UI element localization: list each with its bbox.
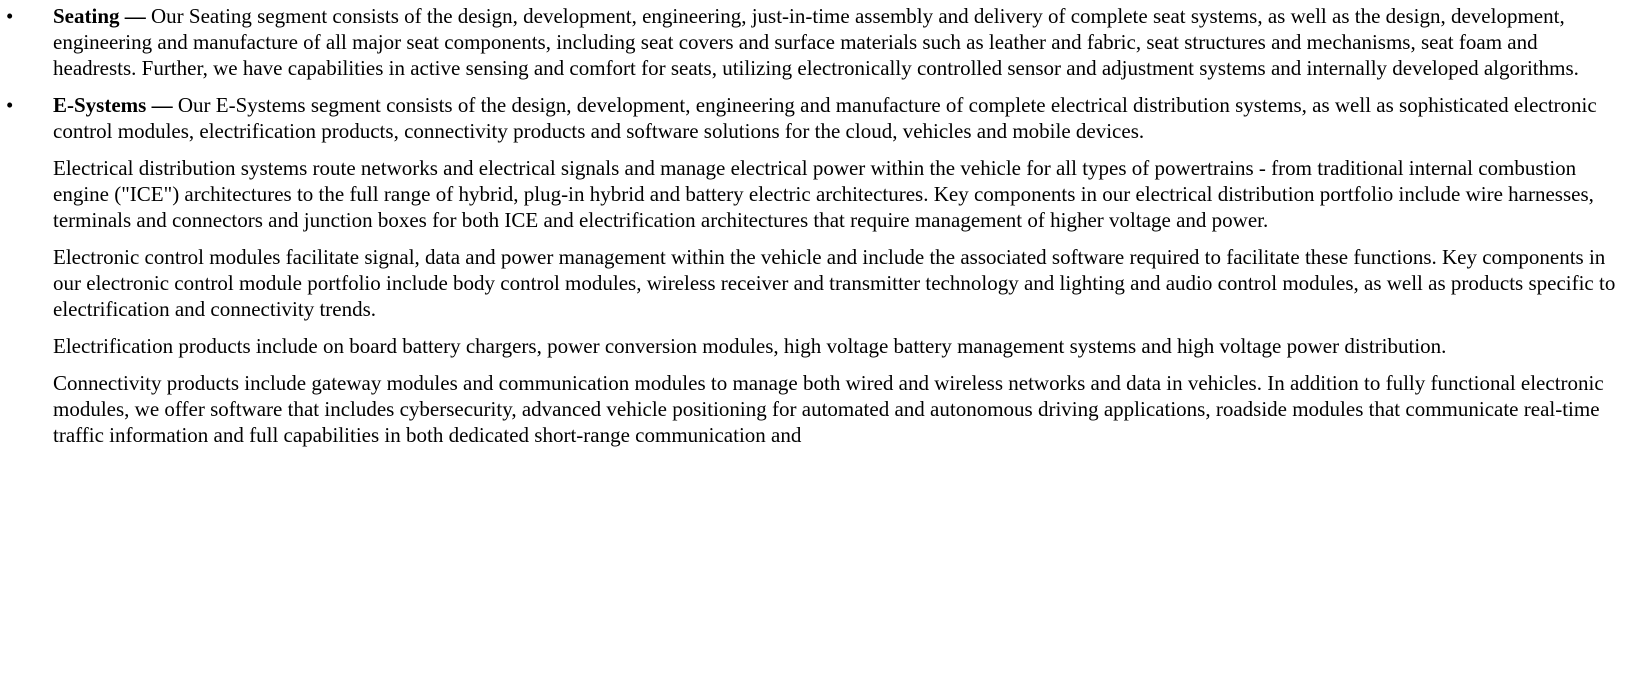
bullet-text: Our E-Systems segment consists of the design, development, engineering and manufacture of complete electrical distribution systems, as well as sophisticated electronic control modules, electrification products, connectivity products and software solutions for the cloud, vehicles and mobile devices. xyxy=(53,93,1597,143)
bullet-title: E-Systems — xyxy=(53,93,173,117)
paragraph-electrification-products: Electrification products include on board battery chargers, power conversion modules, high voltage battery management systems and high voltage power distribution. xyxy=(53,334,1447,358)
paragraph-electrical-distribution: Electrical distribution systems route networks and electrical signals and manage electrical power within the vehicle for all types of powertrains - from traditional internal combustion engine ("ICE") architectures to the full range of hybrid, plug-in hybrid and battery electric architectures. Key components in our electrical distribution portfolio include wire harnesses, terminals and connectors and junction boxes for both ICE and electrification architectures that require management of higher voltage and power. xyxy=(53,156,1594,232)
bullet-marker: • xyxy=(6,93,14,117)
paragraph-electronic-control-modules: Electronic control modules facilitate signal, data and power management within the vehicle and include the associated software required to facilitate these functions. Key components in our electronic control module portfolio include body control modules, wireless receiver and transmitter technology and lighting and audio control modules, as well as products specific to electrification and connectivity trends. xyxy=(53,245,1616,321)
bullet-item-seating xyxy=(0,3,1619,81)
bullet-title: Seating — xyxy=(53,4,146,28)
bullet-marker: • xyxy=(6,4,14,28)
bullet-text: Our Seating segment consists of the design, development, engineering, just-in-time assembly and delivery of complete seat systems, as well as the design, development, engineering and manufacture of all major seat components, including seat covers and surface materials such as leather and fabric, seat structures and mechanisms, seat foam and headrests. Further, we have capabilities in active sensing and comfort for seats, utilizing electronically controlled sensor and adjustment systems and internally developed algorithms. xyxy=(53,4,1579,80)
paragraph-connectivity-products: Connectivity products include gateway modules and communication modules to manage both wired and wireless networks and data in vehicles. In addition to fully functional electronic modules, we offer software that includes cybersecurity, advanced vehicle positioning for automated and autonomous driving applications, roadside modules that communicate real-time traffic information and full capabilities in both dedicated short-range communication and xyxy=(53,371,1604,447)
bullet-item-e-systems xyxy=(0,92,1619,144)
